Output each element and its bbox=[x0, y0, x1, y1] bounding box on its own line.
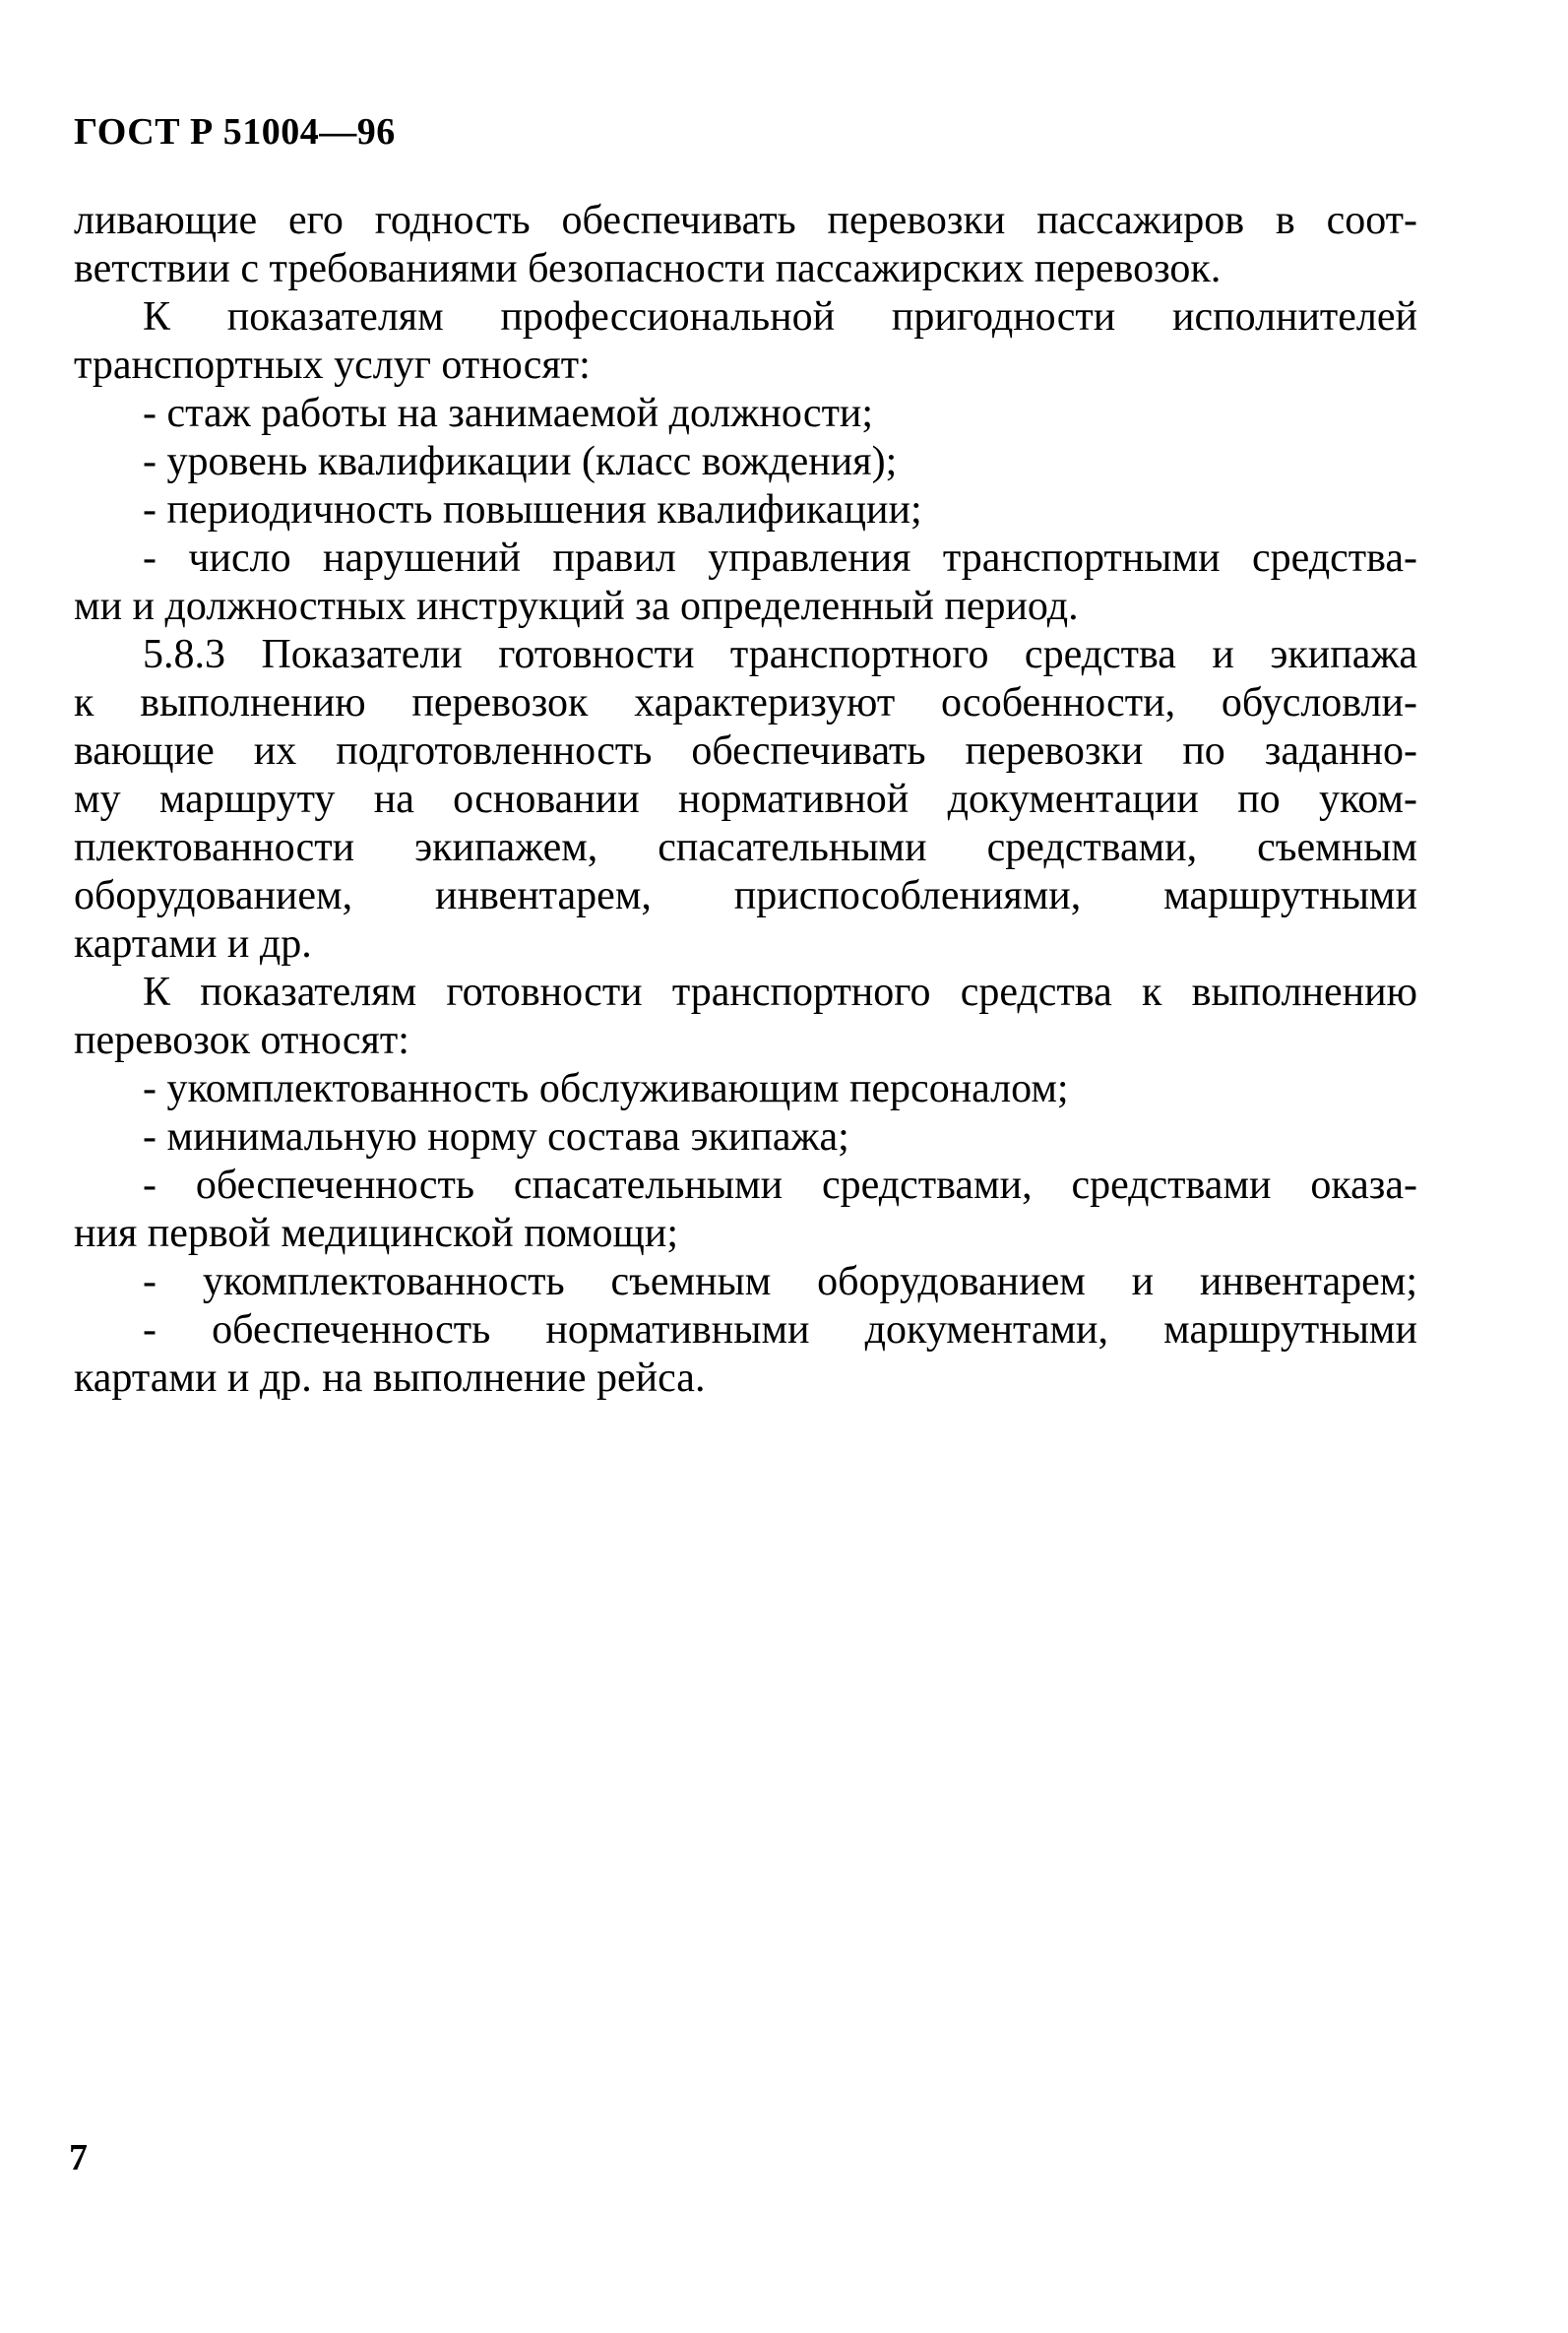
text-line: - стаж работы на занимаемой должности; bbox=[143, 391, 874, 436]
text-line: транспортных услуг относят: bbox=[74, 343, 591, 388]
document-body bbox=[74, 197, 1417, 1403]
text-line: ливающие его годность обеспечивать перевозки пассажиров в соот- bbox=[74, 198, 1417, 243]
text-line: картами и др. bbox=[74, 921, 312, 967]
text-line: му маршруту на основании нормативной документации по уком- bbox=[74, 777, 1417, 822]
document-header: ГОСТ Р 51004—96 bbox=[74, 111, 396, 153]
text-line: вающие их подготовленность обеспечивать перевозки по заданно- bbox=[74, 728, 1417, 774]
text-line: ми и должностных инструкций за определенный период. bbox=[74, 584, 1079, 629]
text-line: К показателям готовности транспортного средства к выполнению bbox=[143, 970, 1417, 1015]
text-line: плектованности экипажем, спасательными средствами, съемным bbox=[74, 825, 1417, 870]
text-line: - укомплектованность обслуживающим персоналом; bbox=[143, 1066, 1069, 1111]
text-line: К показателям профессиональной пригодности исполнителей bbox=[143, 294, 1417, 340]
text-line: - минимальную норму состава экипажа; bbox=[143, 1114, 849, 1160]
text-line: перевозок относят: bbox=[74, 1018, 409, 1063]
text-line: - обеспеченность спасательными средствами, средствами оказа- bbox=[143, 1163, 1417, 1208]
text-line: ния первой медицинской помощи; bbox=[74, 1211, 678, 1256]
text-line: оборудованием, инвентарем, приспособлениями, маршрутными bbox=[74, 873, 1417, 918]
text-line: - уровень квалификации (класс вождения); bbox=[143, 439, 898, 484]
page-number: 7 bbox=[69, 2137, 88, 2178]
text-line: - число нарушений правил управления транспортными средства- bbox=[143, 536, 1417, 581]
text-line: к выполнению перевозок характеризуют особенности, обусловли- bbox=[74, 680, 1417, 725]
text-line: - периодичность повышения квалификации; bbox=[143, 487, 922, 533]
text-line: картами и др. на выполнение рейса. bbox=[74, 1356, 706, 1401]
text-line: - обеспеченность нормативными документами, маршрутными bbox=[143, 1307, 1417, 1353]
text-line: 5.8.3 Показатели готовности транспортного средства и экипажа bbox=[143, 632, 1417, 677]
text-line: ветствии с требованиями безопасности пассажирских перевозок. bbox=[74, 246, 1222, 291]
text-line: - укомплектованность съемным оборудованием и инвентарем; bbox=[143, 1259, 1417, 1304]
